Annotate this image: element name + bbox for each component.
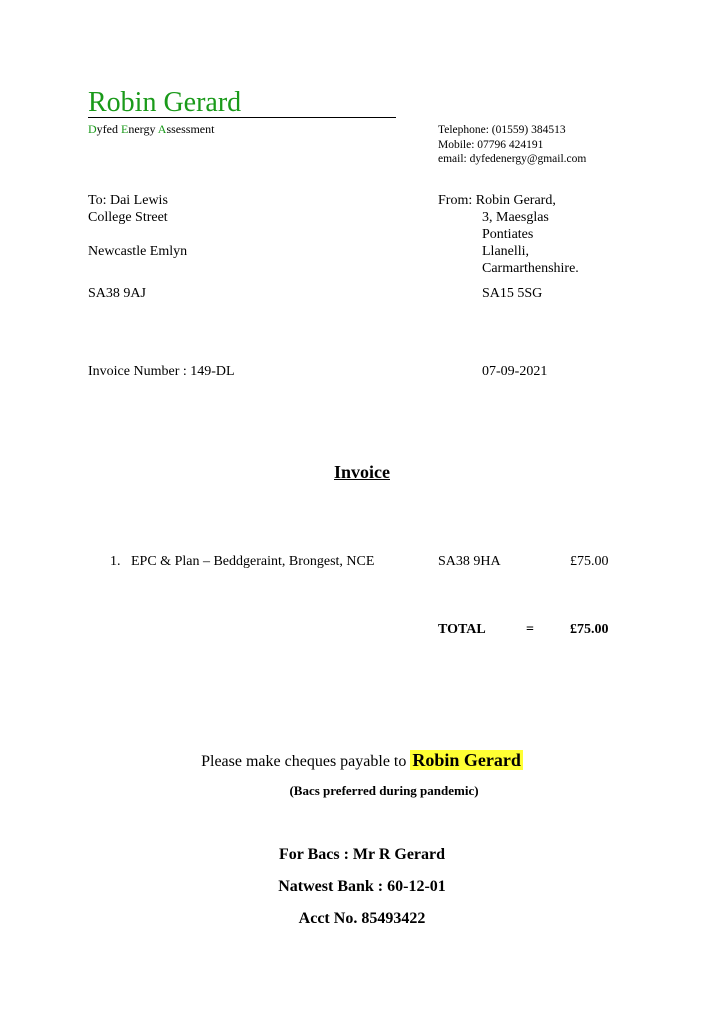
total-amount: £75.00: [570, 622, 609, 637]
to-street: College Street: [88, 210, 168, 225]
line-item-amount: £75.00: [570, 554, 609, 569]
account-number: Acct No. 85493422: [298, 910, 426, 927]
cheque-prefix: Please make cheques payable to: [201, 753, 407, 770]
line-item-postcode: SA38 9HA: [438, 554, 501, 569]
bank-sort-code: Natwest Bank : 60-12-01: [278, 878, 446, 895]
to-town: Newcastle Emlyn: [88, 244, 188, 259]
company-name: Robin Gerard: [88, 87, 242, 118]
tagline-initial-a: A: [157, 122, 167, 136]
company-tagline: [88, 122, 214, 136]
line-item-index: 1.: [110, 554, 121, 569]
tagline-initial-e: E: [121, 122, 129, 136]
line-item-description: EPC & Plan – Beddgeraint, Brongest, NCE: [131, 554, 375, 569]
invoice-number: Invoice Number : 149-DL: [88, 364, 235, 379]
contact-email[interactable]: email: dyfedenergy@gmail.com: [438, 153, 587, 165]
cheque-payee: Robin Gerard: [412, 750, 521, 770]
header-divider: [88, 117, 396, 118]
tagline-word-assessment: ssessment: [166, 122, 215, 136]
tagline-initial-d: D: [88, 122, 97, 136]
total-equals: =: [526, 622, 534, 637]
contact-mobile: Mobile: 07796 424191: [438, 139, 544, 151]
from-county: Carmarthenshire.: [482, 261, 579, 276]
bacs-note: (Bacs preferred during pandemic): [289, 783, 479, 798]
invoice-title: Invoice: [334, 462, 390, 482]
bacs-account-name: For Bacs : Mr R Gerard: [278, 846, 446, 863]
from-village: Pontiates: [482, 227, 534, 242]
total-label: TOTAL: [438, 622, 486, 637]
from-town: Llanelli,: [482, 244, 530, 259]
contact-telephone: Telephone: (01559) 384513: [438, 124, 566, 136]
from-name: From: Robin Gerard,: [438, 193, 556, 208]
invoice-date: 07-09-2021: [482, 364, 548, 379]
to-postcode: SA38 9AJ: [88, 286, 146, 301]
tagline-word-energy: nergy: [128, 122, 158, 136]
tagline-word-dyfed: yfed: [96, 122, 121, 136]
to-name: To: Dai Lewis: [88, 193, 168, 208]
from-postcode: SA15 5SG: [482, 286, 543, 301]
cheque-instructions: [0, 749, 724, 773]
from-street: 3, Maesglas: [482, 210, 549, 225]
